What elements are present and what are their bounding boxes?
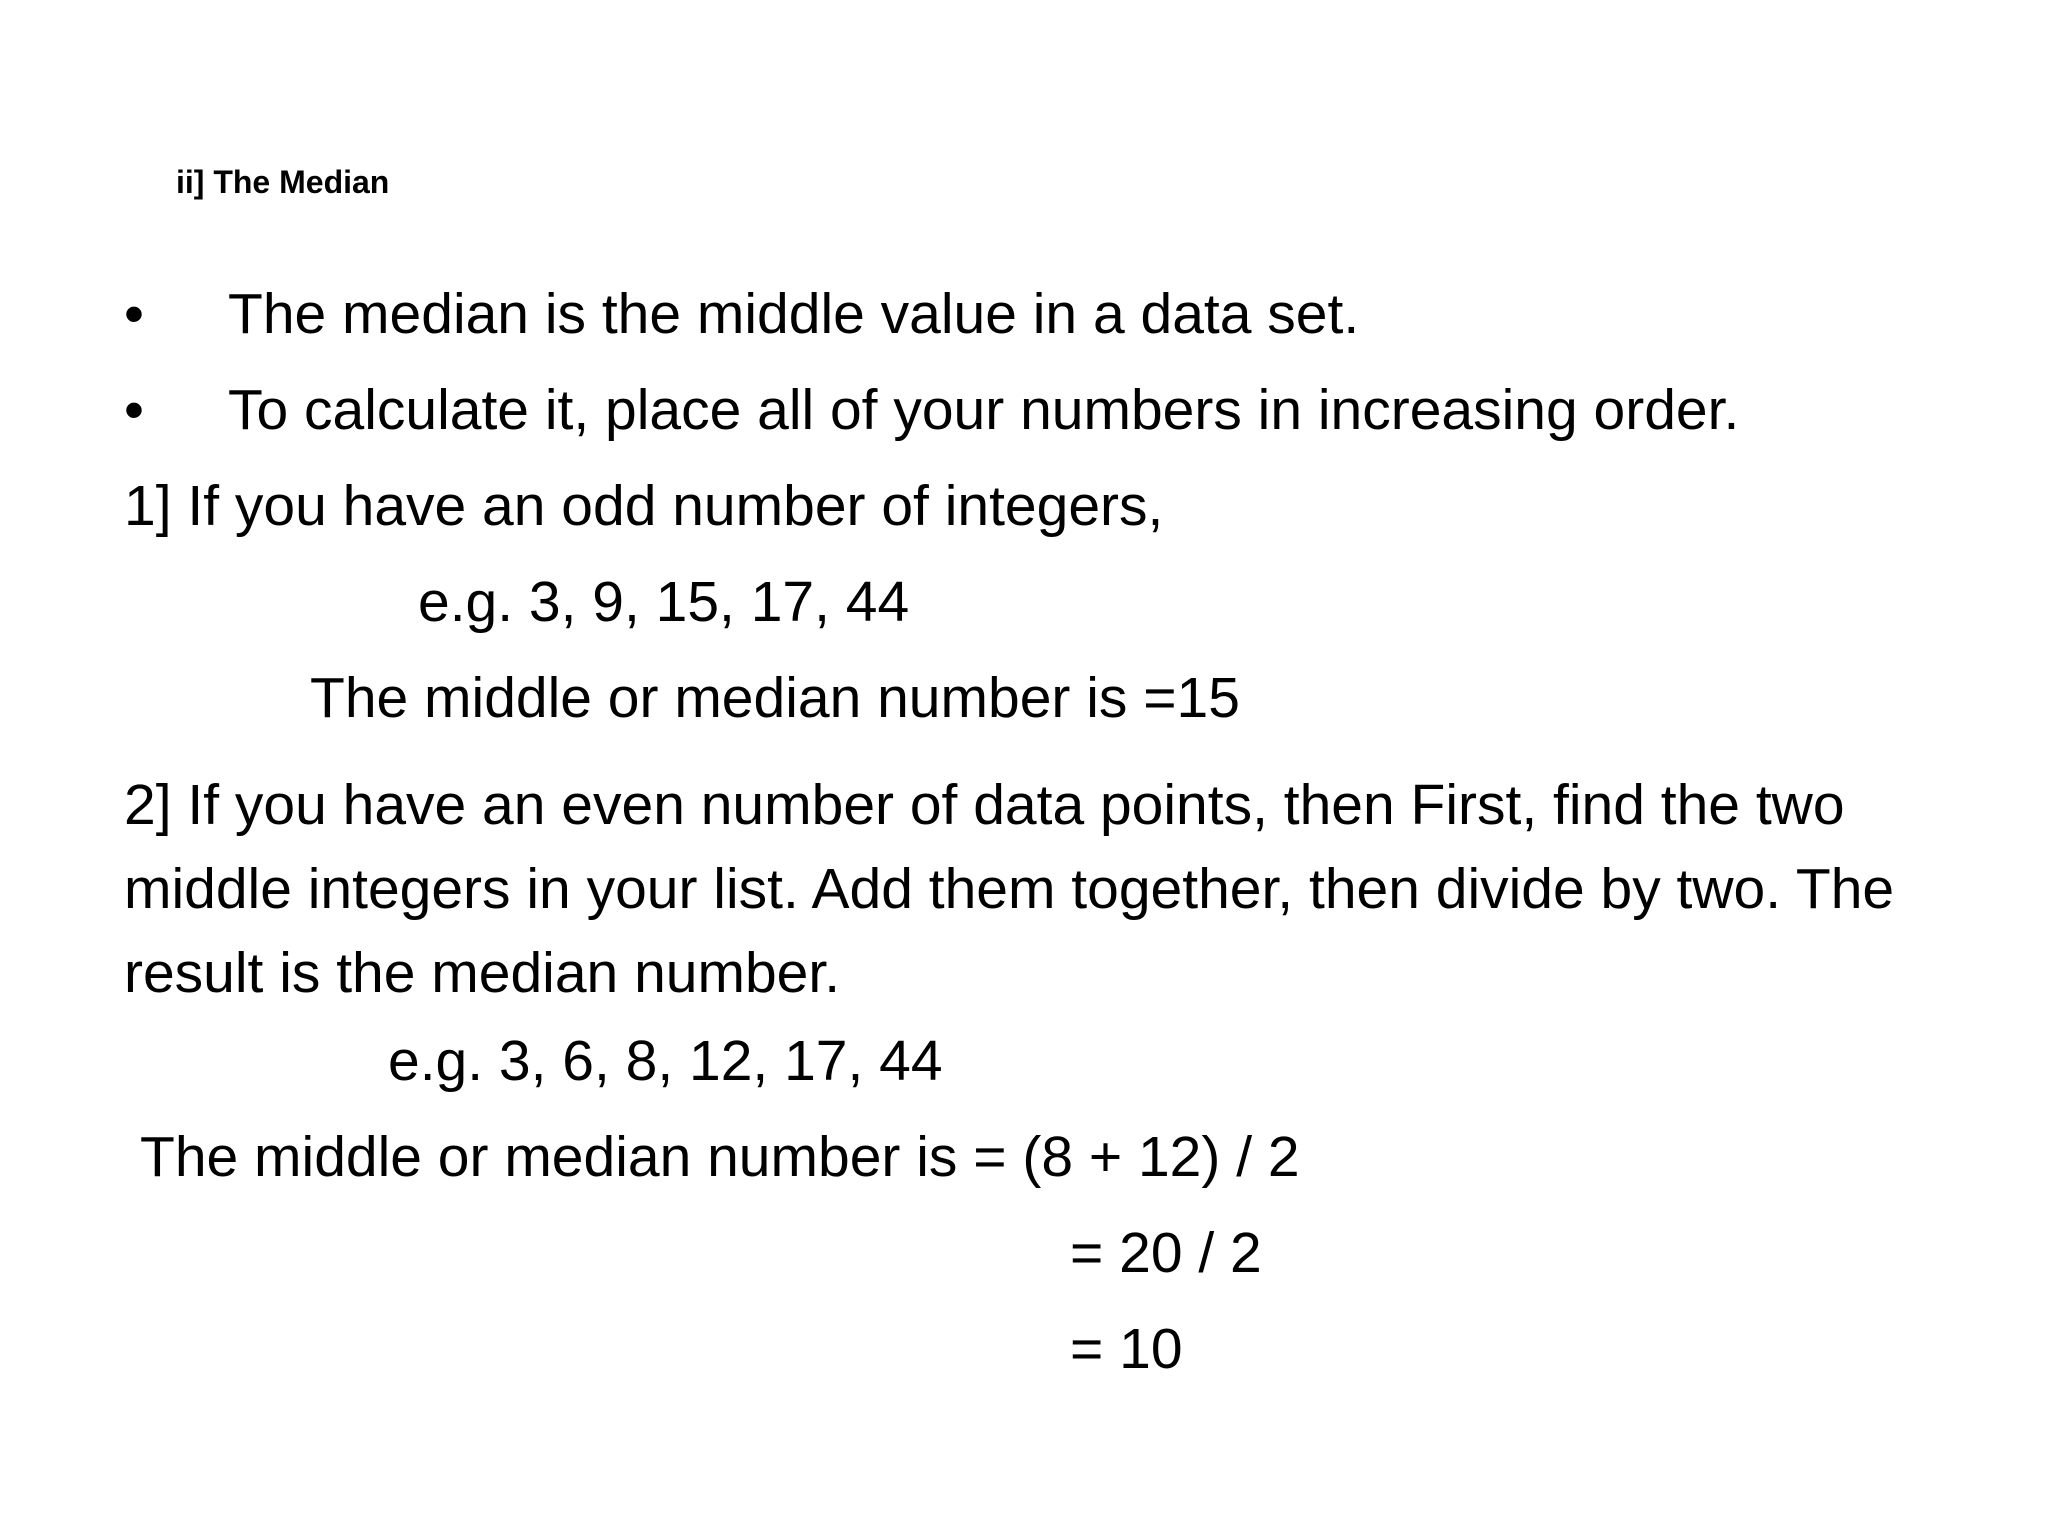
odd-case-heading: 1] If you have an odd number of integers, [124, 474, 1164, 538]
odd-case-example: e.g. 3, 9, 15, 17, 44 [418, 570, 910, 634]
even-case-result-line-1: The middle or median number is = (8 + 12) / 2 [140, 1125, 1300, 1189]
bullet-item-2: To calculate it, place all of your numbers in increasing order. [228, 378, 1740, 442]
even-case-heading: 2] If you have an even number of data points, then First, find the two middle integers in your list. Add them together, then divide by two. The result is the median number. [124, 773, 1895, 1005]
bullet-item-1: The median is the middle value in a data set. [228, 282, 1360, 346]
even-case-result-line-2: = 20 / 2 [1070, 1221, 1262, 1285]
odd-case-result: The middle or median number is =15 [310, 666, 1240, 730]
slide-title: ii] The Median [176, 164, 390, 200]
even-case-example: e.g. 3, 6, 8, 12, 17, 44 [388, 1029, 943, 1093]
even-case-result-line-3: = 10 [1070, 1317, 1183, 1381]
bullet-icon: • [124, 282, 144, 346]
bullet-icon: • [124, 378, 144, 442]
